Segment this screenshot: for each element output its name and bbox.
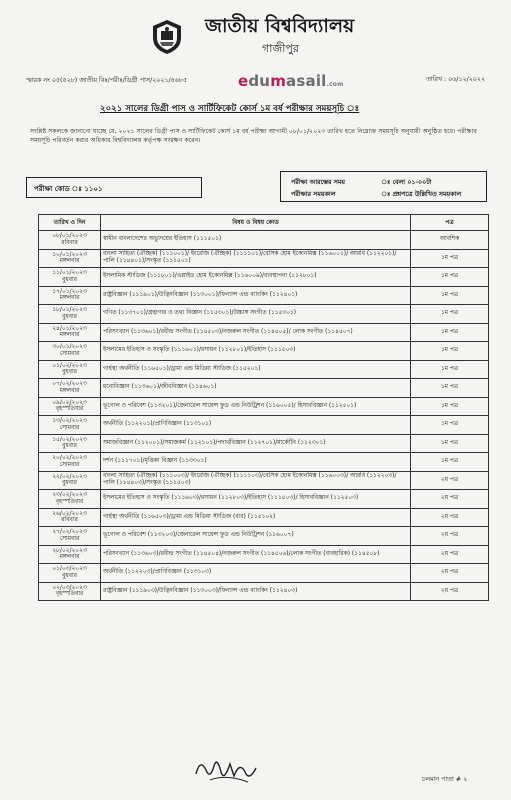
subject-cell: দর্শন (১১১৭০১)/মৃত্তিকা বিজ্ঞান (১১৩৩০১) bbox=[101, 453, 411, 472]
day-text: বুধবার bbox=[62, 369, 77, 376]
day-text: বুধবার bbox=[62, 572, 77, 579]
duration-row bbox=[291, 189, 461, 200]
subject-cell: গণিত (১১৩৭০১)/গ্রন্থাগার ও তথ্য বিজ্ঞান (১১৫৩০১)/উচ্চাঙ্গ সংগীত (১১৫৩০১) bbox=[101, 305, 411, 324]
subject-cell: ভূগোল ও পরিবেশ (১১৩২০৩)/জেনারেল সায়েন্স ফুড এন্ড নিউট্রিশন (১১৬০০৭) bbox=[101, 527, 411, 546]
date-text: ২৪/০১/২০২৩ bbox=[52, 325, 87, 332]
date-day-cell bbox=[39, 323, 101, 342]
paper-cell: আবশিক bbox=[411, 231, 489, 250]
day-text: সোমবার bbox=[59, 424, 80, 431]
date-day-cell bbox=[39, 397, 101, 416]
date-text: ২৭/০২/২০২৩ bbox=[52, 529, 87, 536]
date-day-cell bbox=[39, 305, 101, 324]
table-row bbox=[39, 397, 489, 416]
date-text: ২৮/০২/২০২৩ bbox=[52, 547, 87, 554]
date-text: ২৩/০২/২০২৩ bbox=[52, 492, 87, 499]
paper-cell: ২য় পত্র bbox=[411, 582, 489, 601]
date-day-cell bbox=[39, 416, 101, 435]
date-day-cell bbox=[39, 434, 101, 453]
date-text: ১৩/০২/২০২৩ bbox=[52, 418, 87, 425]
paper-cell: ১ম পত্র bbox=[411, 379, 489, 398]
university-logo bbox=[150, 18, 184, 56]
date-day-cell bbox=[39, 268, 101, 287]
subject-cell: সমাজবিজ্ঞান (১১২০০১)/সমাজকর্ম (১১২১০১)/পদার্থবিজ্ঞান (১১২৭০১)/মার্কেটিং (১১২৩০১) bbox=[101, 434, 411, 453]
university-location: গাজীপুর bbox=[262, 42, 299, 55]
header-subject: বিষয় ও বিষয় কোড bbox=[101, 215, 411, 231]
date-day-cell bbox=[39, 231, 101, 250]
day-text: বুধবার bbox=[62, 313, 77, 320]
header-date-day: তারিখ ও দিন bbox=[39, 215, 101, 231]
signature bbox=[190, 752, 270, 786]
exam-code: পরীক্ষা কোড ঃ ১১০১ bbox=[34, 185, 103, 193]
subject-cell: গার্হস্থ্য অর্থনীতি (১১৬৫০১)/ড্রামা এন্ড মিডিয়া স্টাডিজ (১১৫২০১) bbox=[101, 360, 411, 379]
table-row bbox=[39, 545, 489, 564]
table-row bbox=[39, 286, 489, 305]
paper-cell: ১ম পত্র bbox=[411, 286, 489, 305]
paper-cell: ১ম পত্র bbox=[411, 249, 489, 268]
date-text: ১০/০১/২০২৩ bbox=[52, 251, 87, 258]
duration-value: ঃ প্রশ্নপত্রে উল্লিখিত সময়কাল bbox=[381, 191, 462, 198]
table-row bbox=[39, 305, 489, 324]
start-time-row bbox=[291, 177, 431, 188]
date-day-cell bbox=[39, 471, 101, 490]
duration-label: পরীক্ষার সময়কাল bbox=[291, 191, 336, 198]
subject-cell: পরিসংখ্যান (১১৩৬০১)/রবীন্দ্র সংগীত (১১৪৫০৩)/নজরুল সংগীত (১১৪৫০৫)/ লোক সংগীত (১১৪৫০৭) bbox=[101, 323, 411, 342]
table-row bbox=[39, 582, 489, 601]
day-text: মঙ্গলবার bbox=[59, 387, 80, 394]
date-day-cell bbox=[39, 286, 101, 305]
table-row bbox=[39, 342, 489, 361]
day-text: রবিবার bbox=[61, 239, 78, 246]
table-row bbox=[39, 268, 489, 287]
table-row bbox=[39, 490, 489, 509]
subject-cell: ইসলামের ইতিহাস ও সংস্কৃতি (১১১৬০১)/রসায়ন (১১২৮০১)/ইতিহাস (১১১৫০৩) bbox=[101, 342, 411, 361]
date-text: ০৮/০১/২০২৩ bbox=[52, 233, 87, 240]
date-text: ১৭/০১/২০২৩ bbox=[52, 288, 87, 295]
paper-cell: ১ম পত্র bbox=[411, 342, 489, 361]
memo-number: স্মারক নং ০৫(৫২৮) জাতীয় বিঃ/পরীঃ/ডিগ্রী পাস/২০২১/৪৬৮৫ bbox=[26, 77, 187, 84]
paper-cell: ১ম পত্র bbox=[411, 360, 489, 379]
date-day-cell bbox=[39, 564, 101, 583]
date-text: ১৮/০১/২০২৩ bbox=[52, 307, 87, 314]
paper-cell: ২য় পত্র bbox=[411, 508, 489, 527]
date-day-cell bbox=[39, 342, 101, 361]
subject-cell: পরিসংখ্যান (১১৩৬০৩)/রবীন্দ্র সংগীত (১১৪৫০৪)/নজরুল সংগীত (১১৪৫০৬)/লোক সংগীত (ব্যবহারিক) (১১৪৫০৮) bbox=[101, 545, 411, 564]
exam-timing-box bbox=[280, 171, 487, 202]
date-day-cell bbox=[39, 490, 101, 509]
table-row bbox=[39, 471, 489, 490]
paper-cell: ১ম পত্র bbox=[411, 434, 489, 453]
watermark-logo: edumasail.com bbox=[238, 72, 344, 90]
table-row bbox=[39, 527, 489, 546]
day-text: বৃহস্পতিবার bbox=[55, 591, 84, 598]
paper-cell: ২য় পত্র bbox=[411, 471, 489, 490]
paper-cell: ২য় পত্র bbox=[411, 545, 489, 564]
subject-cell: গার্হস্থ্য অর্থনীতি (১১৬৫০৩)/ড্রামা এন্ড মিডিয়া স্টাডিজ (ব্যব) (১১৫১০২) bbox=[101, 508, 411, 527]
date-day-cell bbox=[39, 453, 101, 472]
subject-cell: বাংলা সাহিত্য (ঐচ্ছিক) (১১১০০১)/ ইংরেজি (ঐচ্ছিক) (১১১১০১)/বেসিক হোম ইকোনমিক্স (১১৬০০১)/ আরবি (১১২২০১)/ পালি (১১৪৪০১)/সংস্কৃত (১১১৫০১) bbox=[101, 249, 411, 268]
date-text: ০৭/০২/২০২৩ bbox=[52, 381, 87, 388]
date-text: ০৯/০২/২০২৩ bbox=[52, 399, 87, 406]
date-day-cell bbox=[39, 379, 101, 398]
continued-page-note: চলমান পাতা # ২ bbox=[422, 776, 468, 783]
subject-cell: মনোবিজ্ঞান (১১৩৬০১)/জীববিজ্ঞান (১১৪৬০১) bbox=[101, 379, 411, 398]
issue-date: তারিখ : ০৬/১২/২০২২ bbox=[426, 76, 486, 83]
subject-cell: রাষ্ট্রবিজ্ঞান (১১১৯০৩)/উদ্ভিদবিজ্ঞান (১১৩০০৩)/ফিন্যান্স এন্ড ব্যাংকিং (১১২৪০৩) bbox=[101, 582, 411, 601]
table-row bbox=[39, 249, 489, 268]
paper-cell: ১ম পত্র bbox=[411, 416, 489, 435]
day-text: সোমবার bbox=[59, 350, 80, 357]
day-text: বুধবার bbox=[62, 480, 77, 487]
date-text: ২০/০২/২০২৩ bbox=[52, 455, 87, 462]
day-text: বৃহস্পতিবার bbox=[55, 406, 84, 413]
date-day-cell bbox=[39, 582, 101, 601]
header-paper: পত্র bbox=[411, 215, 489, 231]
paper-cell: ১ম পত্র bbox=[411, 453, 489, 472]
start-time-value: ঃ বেলা ০১-০০টা bbox=[381, 179, 432, 186]
day-text: সোমবার bbox=[59, 535, 80, 542]
day-text: সোমবার bbox=[59, 461, 80, 468]
subject-cell: স্বাধীন বাংলাদেশের অভ্যুদয়ের ইতিহাস (১১১৫০১) bbox=[101, 231, 411, 250]
date-day-cell bbox=[39, 545, 101, 564]
table-row bbox=[39, 323, 489, 342]
university-name: জাতীয় বিশ্ববিদ্যালয় bbox=[205, 15, 355, 37]
day-text: মঙ্গলবার bbox=[59, 332, 80, 339]
date-text: ১১/০১/২০২৩ bbox=[52, 270, 87, 277]
paper-cell: ২য় পত্র bbox=[411, 564, 489, 583]
date-day-cell bbox=[39, 360, 101, 379]
paper-cell: ১ম পত্র bbox=[411, 305, 489, 324]
date-text: ১৫/০২/২০২৩ bbox=[52, 436, 87, 443]
subject-cell: রাষ্ট্রবিজ্ঞান (১১১৯০১)/উদ্ভিদবিজ্ঞান (১১৩০০১)/ফিন্যান্স এন্ড ব্যাংকিং (১১২৪০১) bbox=[101, 286, 411, 305]
table-row bbox=[39, 416, 489, 435]
subject-cell: ভূগোল ও পরিবেশ (১১৩২০১)/জেনারেল সায়েন্স ফুড এন্ড নিউট্রিশন (১১৬০০৫)/ হিসাববিজ্ঞান (১১২৫০১) bbox=[101, 397, 411, 416]
day-text: বুধবার bbox=[62, 276, 77, 283]
date-day-cell bbox=[39, 249, 101, 268]
date-day-cell bbox=[39, 527, 101, 546]
date-text: ৩০/০১/২০২৩ bbox=[52, 344, 87, 351]
subject-cell: ইসলামের ইতিহাস ও সংস্কৃতি (১১১৬০৩)/রসায়ন (১১২৮০৩)/ইতিহাস (১১১৫০৩)/ হিসাববিজ্ঞান (১১২৫০৩) bbox=[101, 490, 411, 509]
notice-title: ২০২১ সালের ডিগ্রী পাস ও সার্টিফিকেট কোর্স ১ম বর্ষ পরীক্ষার সময়সূচি ঃ bbox=[100, 104, 360, 114]
date-text: ০১/০২/২০২৩ bbox=[52, 362, 87, 369]
table-row bbox=[39, 379, 489, 398]
date-text: ২২/০২/২০২৩ bbox=[52, 473, 87, 480]
paper-cell: ২য় পত্র bbox=[411, 490, 489, 509]
paper-cell: ১ম পত্র bbox=[411, 397, 489, 416]
day-text: মঙ্গলবার bbox=[59, 295, 80, 302]
date-text: ০১/০৩/২০২৩ bbox=[52, 566, 87, 573]
table-row bbox=[39, 434, 489, 453]
table-header-row bbox=[39, 215, 489, 231]
subject-cell: অর্থনীতি (১১২২০১)/প্রাণিবিজ্ঞান (১১৩১০১) bbox=[101, 416, 411, 435]
paper-cell: ১ম পত্র bbox=[411, 268, 489, 287]
day-text: মঙ্গলবার bbox=[59, 554, 80, 561]
paper-cell: ২য় পত্র bbox=[411, 527, 489, 546]
day-text: বুধবার bbox=[62, 443, 77, 450]
subject-cell: ইসলামিক স্টাডিজ (১১১৮০১)/এপ্লাইড হোম ইকোনমিক্স (১১৬০০৯)/ব্যবস্থাপনা (১১২৮০১) bbox=[101, 268, 411, 287]
notice-intro: সংশ্লিষ্ট সকলকে জানানো যাচ্ছে যে, ২০২১ সালের ডিগ্রী পাস ও সার্টিফিকেট কোর্স ১ম বর্ষ পরীক্ষা আগামী ০৮/০১/২০২৩ তারিখ হতে নিম্নোক্ত সময়সূচি অনুযায়ী অনুষ্ঠিত হবে। পরীক্ষার সময়সূচি পরিবর্তন করার অধিকার বিশ্ববিদ্যালয় কর্তৃপক্ষ সংরক্ষণ করেন। bbox=[30, 128, 477, 144]
subject-cell: বাংলা সাহিত্য (ঐচ্ছিক) (১১১০০৩)/ ইংরেজি (ঐচ্ছিক) (১১১১০৩)/বেসিক হোম ইকোনমিক্স (১১৬০০৩)/ আরবি (১১২২০৩)/পালি (১১৪৪০৩)/সংস্কৃত (১১১৫০৩) bbox=[101, 471, 411, 490]
day-text: বৃহস্পতিবার bbox=[55, 498, 84, 505]
subject-cell: অর্থনীতি (১১২২০৩)/প্রাণিবিজ্ঞান (১১৩১০৩) bbox=[101, 564, 411, 583]
date-text: ২৬/০২/২০২৩ bbox=[52, 510, 87, 517]
date-day-cell bbox=[39, 508, 101, 527]
paper-cell: ১ম পত্র bbox=[411, 323, 489, 342]
table-row bbox=[39, 508, 489, 527]
table-row bbox=[39, 564, 489, 583]
start-time-label: পরীক্ষা আরম্ভের সময় bbox=[291, 179, 345, 186]
date-text: ০২/০৩/২০২৩ bbox=[52, 584, 87, 591]
table-row bbox=[39, 231, 489, 250]
exam-code-box bbox=[26, 177, 202, 198]
table-row bbox=[39, 360, 489, 379]
table-row bbox=[39, 453, 489, 472]
day-text: মঙ্গলবার bbox=[59, 258, 80, 265]
exam-schedule-table bbox=[38, 214, 489, 601]
day-text: রবিবার bbox=[61, 517, 78, 524]
